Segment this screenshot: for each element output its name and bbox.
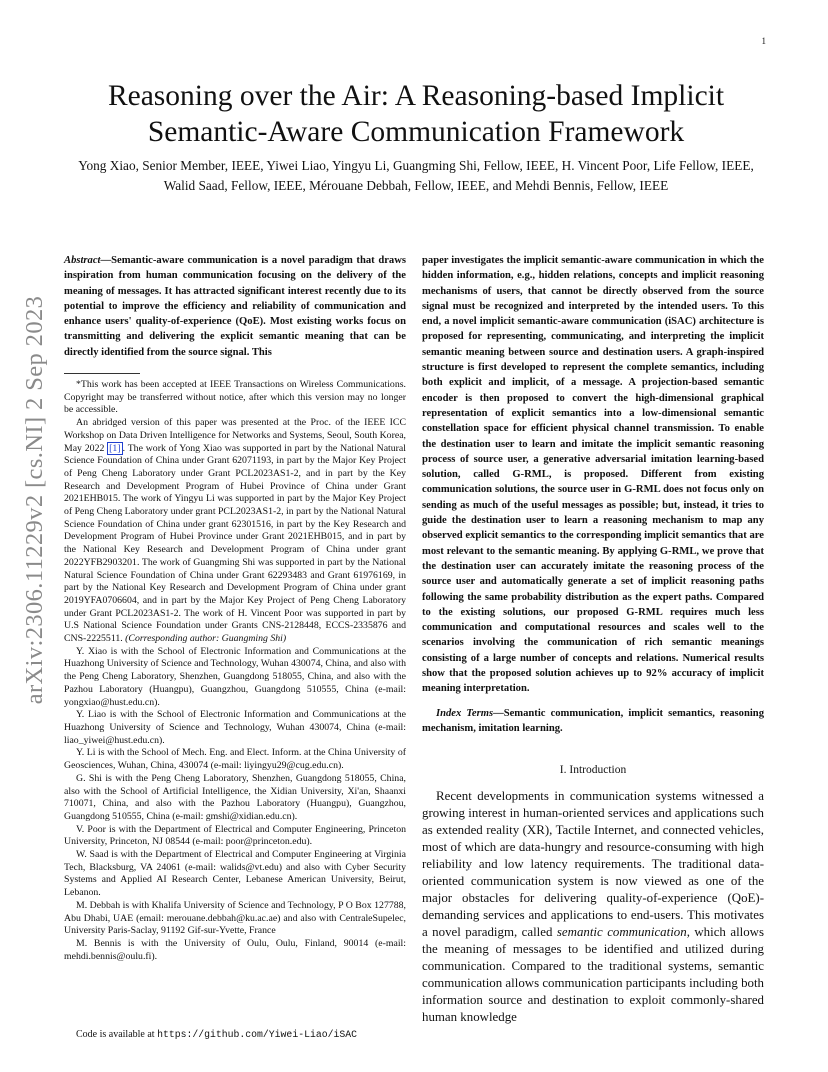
footnote-saad: W. Saad is with the Department of Electrical and Computer Engineering at Virginia Tech, Blacksburg, VA 24061 (e-mail: walids@vt.edu) and also with Cyber Security Systems and Applied AI Research Center, Lebanese American University, Beirut, Lebanon. <box>64 849 406 899</box>
abstract-right <box>422 253 764 697</box>
section-heading-introduction: I. Introduction <box>559 764 627 776</box>
introduction-body <box>422 788 764 1026</box>
code-prefix: Code is available at <box>76 1029 158 1040</box>
footnote-divider <box>64 373 140 374</box>
corresponding-author: (Corresponding author: Guangming Shi) <box>125 633 287 645</box>
citation-link[interactable]: [1] <box>109 442 121 454</box>
footnote-xiao: Y. Xiao is with the School of Electronic Information and Communications at the Huazhong University of Science and Technology, Wuhan 430074, China, and also with the Peng Cheng Laboratory, Shenzhen, Guangdong 518055, China, and also with the Pazhou Laboratory (Huangpu), Guangzhou, Guangdong 510555, China (e-mail: yongxiao@hust.edu.cn). <box>64 645 406 708</box>
footnotes <box>64 379 406 963</box>
footnote-poor: V. Poor is with the Department of Electrical and Computer Engineering, Princeton University, Princeton, NJ 08544 (e-mail: poor@princeton.edu). <box>64 823 406 848</box>
abstract-text-right: paper investigates the implicit semantic-aware communication in which the hidden information, e.g., hidden relations, concepts and implicit reasoning mechanisms of users, that cannot be directly observed from the source signal must be recognized and interpreted by the intended users. To this end, a novel implicit semantic-aware communication (iSAC) architecture is proposed for representing, communicating, and interpreting the implicit semantic meaning between source and destination users. A graph-inspired structure is first developed to represent the complete semantics, including both explicit and implicit, of a message. A projection-based semantic encoder is then proposed to convert the high-dimensional graphical representation of explicit semantics into a low-dimensional semantic constellation space for efficient physical channel transmission. To enable the destination user to learn and imitate the implicit semantic reasoning process of source user, a generative adversarial imitation learning-based solution, called G-RML, is proposed. Different from existing communication solutions, the source user in G-RML does not focus only on sending as much of the useful messages as possible; but, instead, it tries to guide the destination user to learn a reasoning mechanism to map any observed explicit semantics to the corresponding implicit semantics that are most relevant to the semantic meaning. By applying G-RML, we prove that the destination user can accurately imitate the reasoning process of the source user and automatically generate a set of implicit reasoning paths following the same probability distribution as the expert paths. Compared to the existing solutions, our proposed G-RML requires much less communication and computational resources and scales well to the scenarios involving the communication of rich semantic meanings consisting of a large number of concepts and relations. Numerical results show that the proposed solution achieves up to 92% accuracy of implicit meaning interpretation. <box>422 255 764 695</box>
abstract-left <box>64 253 406 360</box>
abstract-text-left: —Semantic-aware communication is a novel paradigm that draws inspiration from human communication focusing on the delivery of the meaning of messages. It has attracted significant interest recently due to its potential to improve the efficiency and reliability of communication and enhance users' quality-of-experience (QoE). Most existing works focus on transmitting and delivering the explicit semantic meaning that can be directly identified from the source signal. This <box>64 255 406 358</box>
intro-term: semantic communication <box>556 925 687 939</box>
arxiv-stamp-text: arXiv:2306.11229v2 [cs.NI] 2 Sep 2023 <box>21 295 48 705</box>
arxiv-stamp <box>20 290 50 710</box>
footnote-li: Y. Li is with the School of Mech. Eng. and Elect. Inform. at the China University of Geosciences, Wuhan, China, 430074 (e-mail: liyingyu29@cug.edu.cn). <box>64 747 406 772</box>
footnote-bennis: M. Bennis is with the University of Oulu, Oulu, Finland, 90014 (e-mail: mehdi.bennis@oulu.fi). <box>64 937 406 962</box>
footnote-accept: *This work has been accepted at IEEE Transactions on Wireless Communications. Copyright may be transferred without notice, after which this version may no longer be accessible. <box>64 379 406 416</box>
code-url-link[interactable]: https://github.com/Yiwei-Liao/iSAC <box>157 1029 357 1040</box>
title-line-1: Reasoning over the Air: A Reasoning-based Implicit <box>107 80 725 112</box>
intro-paragraph-1 <box>422 788 764 1026</box>
title-line-2: Semantic-Aware Communication Framework <box>147 116 685 148</box>
footnote-abridged-text: An abridged version of this paper was presented at the Proc. of the IEEE ICC Workshop on Data Driven Intelligence for Networks and Systems, Seoul, South Korea, May 2022 <box>64 417 406 454</box>
footnote-liao: Y. Liao is with the School of Electronic Information and Communications at the Huazhong University of Science and Technology, Wuhan 430074, China (e-mail: liao_yiwei@hust.edu.cn). <box>64 709 406 746</box>
index-terms-text: —Semantic communication, implicit semantics, reasoning mechanism, imitation learning. <box>422 708 764 735</box>
intro-text-end: , which allows the meaning of messages to be identified and utilized during communication. Compared to the traditional systems, semantic communication allows communication participants including both information source and destination to exploit commonly-shared human knowledge <box>422 925 765 1024</box>
index-terms-paragraph <box>422 706 764 737</box>
footnote-debbah: M. Debbah is with Khalifa University of Science and Technology, P O Box 127788, Abu Dhabi, UAE (email: merouane.debbah@ku.ac.ae) and also with CentraleSupelec, University Paris-Saclay, 91192 Gif-sur-Yvette, France <box>64 899 406 937</box>
page-number: 1 <box>761 36 766 46</box>
author-list: Yong Xiao, Senior Member, IEEE, Yiwei Liao, Yingyu Li, Guangming Shi, Fellow, IEEE, H. Vincent Poor, Life Fellow, IEEE, Walid Saad, Fellow, IEEE, Mérouane Debbah, Fellow, IEEE, and Mehdi Bennis, Fellow, IEEE <box>78 158 754 193</box>
code-availability <box>64 1029 406 1040</box>
index-terms <box>422 706 764 737</box>
abstract-heading: Abstract <box>64 255 101 266</box>
abstract-paragraph <box>64 253 406 360</box>
footnote-abridged <box>64 417 406 646</box>
footnote-shi: G. Shi is with the Peng Cheng Laboratory, Shenzhen, Guangdong 518055, China, also with the School of Artificial Intelligence, the Xidian University, Xi'an, Shaanxi 710071, China, and also with the Pazhou Laboratory (Huangpu), Guangzhou, Guangdong 510555, China (e-mail: gmshi@xidian.edu.cn). <box>64 772 406 822</box>
paper-title <box>60 78 772 150</box>
footnote-funding-text: . The work of Yong Xiao was supported in part by the National Natural Science Foundation of China under Grant 62071193, in part by the Major Key Project of Peng Cheng Laboratory under Grant PCL2023AS1-2, and in part by the Key Research and Development Program of Hubei Province of China under Grant 2021EHB015. The work of Yingyu Li was supported in part by the Major Key Project of Peng Cheng Laboratory under grant PCL2023AS1-2, in part by the National Natural Science Foundation of China under grant 62301516, in part by the Key Research and Development Program of Hubei Province under Grant 2021EHB015, and in part by the National Key Research and Development Program of China under grant 2022YFB2903201. The work of Guangming Shi was supported in part by the National Natural Science Foundation of China under Grant 62293483 and Grant 61976169, in part by the National Key Research and Development Program of China under grant 2019YFA0706604, and in part by the Major Key Project of Peng Cheng Laboratory under Grant PCL2023AS1-2. The work of H. Vincent Poor was supported in part by U.S National Science Foundation under Grants CNS-2128448, ECCS-2335876 and CNS-2225511. <box>64 442 407 645</box>
index-terms-heading: Index Terms <box>436 708 494 719</box>
intro-text-start: Recent developments in communication systems witnessed a growing interest in human-oriented services and applications such as extended reality (XR), Tactile Internet, and connected vehicles, most of which are data-hungry and resource-consuming with high reliability and low latency requirements. The traditional data-oriented communication system is now viewed as one of the major obstacles for delivering quality-of-experience (QoE)-demanding services and applications to end-users. This motivates a novel paradigm, called <box>422 789 764 939</box>
